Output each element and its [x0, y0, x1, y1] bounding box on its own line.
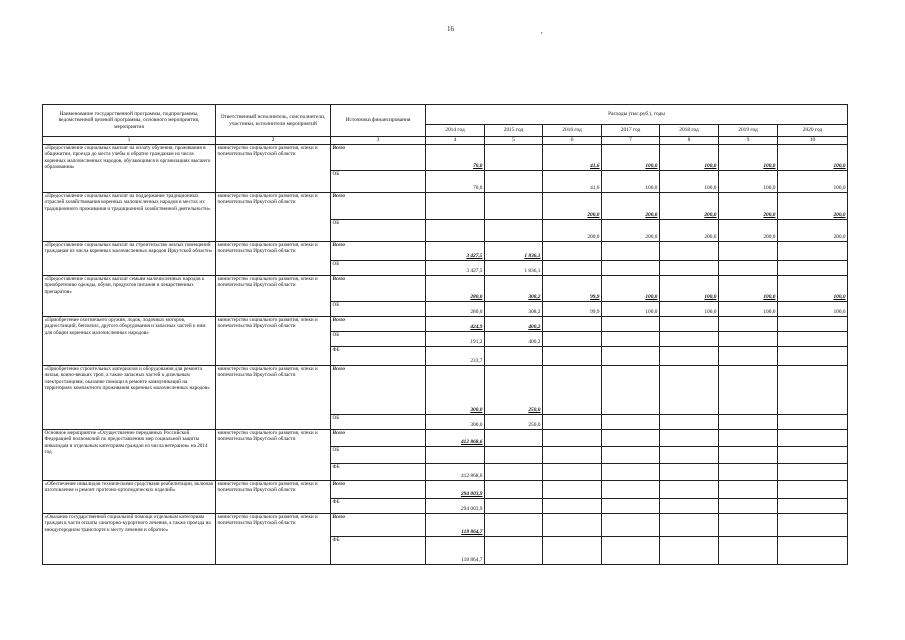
expense-value — [719, 241, 778, 260]
activity-name: Основное мероприятие «Осуществление переданных Российской Федерацией полномочий по предоставлению мер социальной защиты инвалидам и отдельным категориям граждан из числа ветеранов» на 2014 год — [43, 429, 216, 480]
activity-name: «Предоставление социальных выплат семьям малочисленных народов к приобретению одежды, обуви, продуктов питания и лекарственных препаратов» — [43, 275, 216, 316]
expense-value — [426, 192, 485, 219]
expense-value: 100,0 — [778, 170, 848, 192]
responsible-executor: министерство социального развития, опеки и попечительства Иркутской области — [216, 241, 331, 275]
funding-source: Всего — [331, 365, 426, 414]
funding-source: ФБ — [331, 498, 426, 513]
expense-value — [778, 365, 848, 414]
expense-value — [485, 480, 543, 498]
expense-value — [543, 414, 602, 429]
table-row — [43, 316, 848, 331]
expense-value — [485, 498, 543, 513]
expense-value: 100,0 — [778, 144, 848, 170]
expense-value — [660, 316, 719, 331]
expense-value: 200,0 — [719, 219, 778, 241]
expense-value — [543, 241, 602, 260]
expense-value — [485, 536, 543, 564]
expense-value — [543, 498, 602, 513]
expense-value: 191,2 — [426, 331, 485, 346]
expense-value — [485, 346, 543, 365]
expense-value: 100,0 — [602, 275, 660, 301]
expense-value: 294 003,9 — [426, 498, 485, 513]
expense-value — [660, 260, 719, 275]
expense-value — [602, 331, 660, 346]
expense-value — [719, 316, 778, 331]
expense-value: 300,0 — [426, 365, 485, 414]
expense-value: 200,0 — [778, 192, 848, 219]
header-source-col: Источники финансирования — [331, 105, 426, 137]
funding-source: ОБ — [331, 414, 426, 429]
funding-source: ОБ — [331, 301, 426, 316]
expense-value — [660, 498, 719, 513]
expense-value — [778, 414, 848, 429]
table-row — [43, 144, 848, 170]
header-year: 2016 год — [543, 125, 602, 137]
column-number: 9 — [719, 137, 778, 145]
expense-value — [660, 346, 719, 365]
responsible-executor: министерство социального развития, опеки и попечительства Иркутской области — [216, 365, 331, 429]
expense-value — [660, 480, 719, 498]
expense-value: 250,0 — [485, 414, 543, 429]
expense-value: 1 836,1 — [485, 260, 543, 275]
expense-value — [543, 463, 602, 480]
page-mark: , — [541, 27, 543, 35]
expense-value — [485, 446, 543, 463]
expense-value — [778, 463, 848, 480]
activity-name: «Предоставление социальных выплат на строительство жилых помещений гражданам из числа коренных малочисленных народов Иркутской области» — [43, 241, 216, 275]
expense-value — [543, 365, 602, 414]
expense-value — [660, 331, 719, 346]
expense-value — [602, 241, 660, 260]
expense-value — [660, 414, 719, 429]
column-number: 6 — [543, 137, 602, 145]
expense-value — [543, 260, 602, 275]
expense-value: 200,0 — [660, 219, 719, 241]
expense-value — [543, 316, 602, 331]
funding-source: Всего — [331, 192, 426, 219]
funding-source: Всего — [331, 144, 426, 170]
activity-name: «Предоставление социальных выплат на оплату обучения, проживания в общежитии, проезда до места учебы и обратно гражданам из числа коренных малочисленных народов, обучающимся в организациях высшего образования» — [43, 144, 216, 192]
expense-value — [660, 429, 719, 446]
funding-source: Всего — [331, 316, 426, 331]
expense-value: 400,2 — [485, 316, 543, 331]
header-expenses: Расходы (тыс.руб.), годы — [426, 105, 848, 125]
funding-source: ФБ — [331, 463, 426, 480]
funding-source: ОБ — [331, 170, 426, 192]
funding-source: Всего — [331, 480, 426, 498]
responsible-executor: министерство социального развития, опеки и попечительства Иркутской области — [216, 513, 331, 564]
expense-value: 400,2 — [485, 331, 543, 346]
expense-value: 100,0 — [719, 170, 778, 192]
expense-value — [543, 480, 602, 498]
expense-value — [602, 463, 660, 480]
funding-source: ОБ — [331, 219, 426, 241]
expense-value: 280,0 — [426, 301, 485, 316]
column-number: 4 — [426, 137, 485, 145]
expense-value — [719, 498, 778, 513]
expense-value: 100,0 — [778, 275, 848, 301]
expense-value — [602, 513, 660, 536]
funding-source: ОБ — [331, 260, 426, 275]
expense-value: 280,0 — [426, 275, 485, 301]
header-year: 2017 год — [602, 125, 660, 137]
table-row — [43, 275, 848, 301]
expense-value: 424,9 — [426, 316, 485, 331]
activity-name: «Обеспечение инвалидов техническими средствами реабилитации, включая изготовление и ремонт протезно-ортопедических изделий» — [43, 480, 216, 513]
expense-value: 412 868,6 — [426, 429, 485, 446]
funding-source: Всего — [331, 513, 426, 536]
expense-value — [778, 446, 848, 463]
expense-value — [602, 346, 660, 365]
table-row — [43, 480, 848, 498]
expense-value — [602, 414, 660, 429]
expense-value: 200,0 — [778, 219, 848, 241]
responsible-executor: министерство социального развития, опеки и попечительства Иркутской области — [216, 192, 331, 241]
column-number: 7 — [602, 137, 660, 145]
expense-value: 200,0 — [602, 219, 660, 241]
header-name-col: Наименование государственной программы, подпрограммы, ведомственной целевой программы, основного мероприятия, мероприятия — [43, 105, 216, 137]
expense-value — [660, 536, 719, 564]
expense-value — [660, 446, 719, 463]
expense-value — [778, 429, 848, 446]
expense-value: 100,0 — [719, 301, 778, 316]
expense-value: 41,6 — [543, 144, 602, 170]
table-row — [43, 241, 848, 260]
responsible-executor: министерство социального развития, опеки и попечительства Иркутской области — [216, 144, 331, 192]
expense-value: 250,0 — [485, 365, 543, 414]
expense-value — [778, 536, 848, 564]
expense-value: 100,0 — [778, 301, 848, 316]
expense-value — [426, 219, 485, 241]
expense-value: 200,0 — [543, 219, 602, 241]
expense-value — [485, 429, 543, 446]
expense-value: 100,0 — [660, 144, 719, 170]
expense-value — [485, 144, 543, 170]
expense-value — [719, 446, 778, 463]
expense-value — [602, 365, 660, 414]
expense-value — [485, 513, 543, 536]
funding-source: ФБ — [331, 346, 426, 365]
expense-value — [543, 446, 602, 463]
table-row — [43, 429, 848, 446]
expense-value — [543, 331, 602, 346]
column-number: 5 — [485, 137, 543, 145]
responsible-executor: министерство социального развития, опеки и попечительства Иркутской области — [216, 480, 331, 513]
expense-value — [778, 498, 848, 513]
expense-value — [660, 241, 719, 260]
expense-value — [426, 446, 485, 463]
funding-source: ФБ — [331, 536, 426, 564]
expense-value — [778, 480, 848, 498]
expense-value — [778, 316, 848, 331]
expense-value: 100,0 — [602, 144, 660, 170]
budget-table — [42, 104, 848, 565]
expense-value — [485, 192, 543, 219]
expense-value — [602, 498, 660, 513]
expense-value: 70,0 — [426, 144, 485, 170]
table-row — [43, 365, 848, 414]
funding-source: ОБ — [331, 331, 426, 346]
expense-value — [602, 316, 660, 331]
table-body — [43, 105, 848, 565]
expense-value — [660, 463, 719, 480]
expense-value: 294 003,9 — [426, 480, 485, 498]
activity-name: «Оказание государственной социальной помощи отдельным категориям граждан в части оплаты санаторно-курортного лечения, а также проезда на междугородном транспорте к месту лечения и обратно» — [43, 513, 216, 564]
expense-value — [660, 365, 719, 414]
expense-value: 70,0 — [426, 170, 485, 192]
expense-value: 118 864,7 — [426, 513, 485, 536]
expense-value — [602, 480, 660, 498]
column-number: 8 — [660, 137, 719, 145]
expense-value: 118 864,7 — [426, 536, 485, 564]
table-row — [43, 513, 848, 536]
expense-value — [778, 346, 848, 365]
expense-value: 100,0 — [660, 170, 719, 192]
expense-value: 99,9 — [543, 301, 602, 316]
expense-value — [485, 170, 543, 192]
expense-value — [719, 513, 778, 536]
header-year: 2014 год — [426, 125, 485, 137]
expense-value — [602, 536, 660, 564]
expense-value: 200,0 — [602, 192, 660, 219]
expense-value: 100,0 — [660, 275, 719, 301]
expense-value — [719, 414, 778, 429]
expense-value — [602, 429, 660, 446]
expense-value: 1 836,1 — [485, 241, 543, 260]
column-number: 3 — [331, 137, 426, 145]
responsible-executor: министерство социального развития, опеки и попечительства Иркутской области — [216, 429, 331, 480]
expense-value — [543, 346, 602, 365]
expense-value — [719, 536, 778, 564]
header-year: 2018 год — [660, 125, 719, 137]
expense-value: 3 427,5 — [426, 260, 485, 275]
expense-value: 233,7 — [426, 346, 485, 365]
funding-source: Всего — [331, 429, 426, 446]
expense-value: 308,2 — [485, 301, 543, 316]
expense-value — [719, 480, 778, 498]
expense-value — [719, 260, 778, 275]
expense-value — [719, 365, 778, 414]
expense-value — [602, 260, 660, 275]
expense-value: 200,0 — [719, 192, 778, 219]
table-row — [43, 192, 848, 219]
expense-value — [778, 331, 848, 346]
header-row — [43, 105, 848, 125]
expense-value: 200,0 — [543, 192, 602, 219]
expense-value: 100,0 — [660, 301, 719, 316]
column-number: 2 — [216, 137, 331, 145]
expense-value — [719, 346, 778, 365]
activity-name: «Предоставление социальных выплат на поддержание традиционных отраслей хозяйствования коренных малочисленных народов в местах их традиционного проживания и традиционной хозяйственной деятельности» — [43, 192, 216, 241]
responsible-executor: министерство социального развития, опеки и попечительства Иркутской области — [216, 275, 331, 316]
header-year: 2020 год — [778, 125, 848, 137]
page-number: 16 — [447, 25, 454, 33]
expense-value — [719, 463, 778, 480]
column-number: 1 — [43, 137, 216, 145]
expense-value — [485, 219, 543, 241]
funding-source: Всего — [331, 275, 426, 301]
expense-value — [660, 513, 719, 536]
expense-value — [543, 536, 602, 564]
header-year: 2015 год — [485, 125, 543, 137]
expense-value — [719, 331, 778, 346]
expense-value: 3 427,5 — [426, 241, 485, 260]
expense-value — [543, 429, 602, 446]
responsible-executor: министерство социального развития, опеки и попечительства Иркутской области — [216, 316, 331, 365]
column-number: 10 — [778, 137, 848, 145]
expense-value: 99,9 — [543, 275, 602, 301]
activity-name: «Приобретение строительных материалов и оборудования для ремонта жилья, коино-вешьих троп, а также запасных частей к дизельным электростанциям, оказание помощи в ремонте коммуникаций на территориях компактного проживания коренных малочисленных народов» — [43, 365, 216, 429]
expense-value — [778, 513, 848, 536]
expense-value: 100,0 — [719, 144, 778, 170]
expense-value — [778, 241, 848, 260]
expense-value — [719, 429, 778, 446]
expense-value: 300,0 — [426, 414, 485, 429]
funding-source: ОБ — [331, 446, 426, 463]
expense-value: 100,0 — [602, 301, 660, 316]
expense-value: 100,0 — [719, 275, 778, 301]
expense-value: 200,0 — [660, 192, 719, 219]
column-numbers-row — [43, 137, 848, 145]
expense-value: 100,0 — [602, 170, 660, 192]
expense-value — [543, 513, 602, 536]
expense-value: 308,2 — [485, 275, 543, 301]
expense-value: 412 868,6 — [426, 463, 485, 480]
funding-source: Всего — [331, 241, 426, 260]
expense-value: 41,6 — [543, 170, 602, 192]
expense-value — [602, 446, 660, 463]
expense-value — [778, 260, 848, 275]
activity-name: «Приобретение охотничьего оружия, лодок, лодочных моторов, радиостанций, бензопил, другого оборудования и запасных частей к ним для общин коренных малочисленных народов» — [43, 316, 216, 365]
expense-value — [485, 463, 543, 480]
header-responsible-col: Ответственный исполнитель, соисполнители, участники, исполнители мероприятий — [216, 105, 331, 137]
header-year: 2019 год — [719, 125, 778, 137]
